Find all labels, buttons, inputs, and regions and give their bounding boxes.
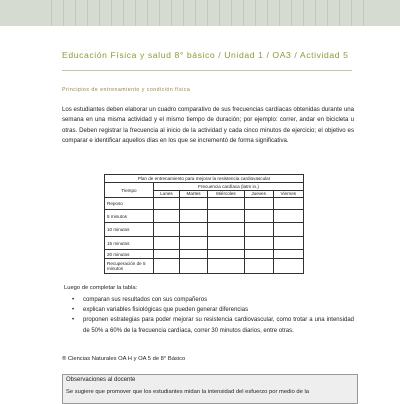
training-plan-table bbox=[104, 174, 304, 274]
table-cell bbox=[154, 222, 180, 237]
table-cell bbox=[208, 259, 245, 274]
table-cell bbox=[244, 249, 273, 258]
table-cell bbox=[273, 222, 303, 237]
table-cell bbox=[244, 259, 273, 274]
table-cell bbox=[154, 249, 180, 258]
row-label: Reposo bbox=[105, 197, 154, 210]
table-cell bbox=[244, 210, 273, 223]
table-cell bbox=[208, 210, 245, 223]
table-cell bbox=[208, 197, 245, 210]
row-label: Recuperación de 5 minutos bbox=[105, 259, 154, 274]
list-item: • explican variables fisiológicas que pueden generar diferencias bbox=[72, 305, 354, 315]
heart-rate-header: Frecuencia cardíaca (latm in.) bbox=[154, 183, 304, 190]
observations-title: Observaciones al docente bbox=[66, 377, 136, 383]
day-tuesday: Martes bbox=[179, 190, 207, 197]
table-row bbox=[105, 259, 304, 274]
table-row bbox=[105, 249, 304, 258]
day-thursday: Jueves bbox=[244, 190, 273, 197]
table-cell bbox=[154, 197, 180, 210]
table-cell bbox=[179, 222, 207, 237]
table-cell bbox=[208, 237, 245, 250]
table-row bbox=[105, 210, 304, 223]
table-cell bbox=[273, 197, 303, 210]
table-cell bbox=[179, 210, 207, 223]
table-cell bbox=[179, 259, 207, 274]
table-cell bbox=[154, 237, 180, 250]
table-row bbox=[105, 222, 304, 237]
top-bar-pattern bbox=[40, 0, 370, 26]
top-bar bbox=[0, 0, 400, 26]
table-row bbox=[105, 197, 304, 210]
table-cell bbox=[179, 197, 207, 210]
table-cell bbox=[244, 197, 273, 210]
day-monday: Lunes bbox=[154, 190, 180, 197]
table-cell bbox=[273, 237, 303, 250]
table-cell bbox=[179, 237, 207, 250]
activity-bullet-list bbox=[72, 295, 354, 336]
row-label: 5 minutos bbox=[105, 210, 154, 223]
table-cell bbox=[179, 249, 207, 258]
header-rule bbox=[62, 70, 352, 71]
table-cell bbox=[208, 222, 245, 237]
table-row bbox=[105, 237, 304, 250]
table-cell bbox=[154, 259, 180, 274]
time-header: Tiempo bbox=[105, 183, 154, 198]
row-label: 20 minutos bbox=[105, 249, 154, 258]
section-subtitle: Principios de entrenamiento y condición física bbox=[62, 87, 191, 93]
after-table-intro: Luego de completar la tabla: bbox=[64, 285, 138, 291]
list-item: • proponen estrategias para poder mejorar su resistencia cardiovascular, como trotar a una intensidad de 50% a 60% de la frecuencia cardíaca, correr 30 minutos diarios, entre otras. bbox=[72, 315, 354, 335]
table-cell bbox=[244, 237, 273, 250]
day-wednesday: Miércoles bbox=[208, 190, 245, 197]
curriculum-reference: ® Ciencias Naturales OA H y OA 5 de 8° Básico bbox=[62, 356, 186, 362]
table-cell bbox=[273, 210, 303, 223]
table-cell bbox=[244, 222, 273, 237]
row-label: 10 minutos bbox=[105, 222, 154, 237]
day-friday: Viernes bbox=[273, 190, 303, 197]
table-cell bbox=[154, 210, 180, 223]
table-cell bbox=[273, 259, 303, 274]
table-cell bbox=[273, 249, 303, 258]
list-item: • comparan sus resultados con sus compañeros bbox=[72, 295, 354, 305]
intro-paragraph: Los estudiantes deben elaborar un cuadro comparativo de sus frecuencias cardíacas obtenidas durante una semana en una misma actividad y el mismo tiempo de duración; por ejemplo: correr, andar en bicicleta u otras. Deben registrar la frecuencia al inicio de la actividad y cada cinco minutos de ejercicio; el objetivo es comparar e identificar aquellos días en los que se incrementó de forma significativa. bbox=[62, 106, 355, 145]
document-header-title: Educación Física y salud 8° básico / Unidad 1 / OA3 / Actividad 5 bbox=[62, 50, 349, 60]
table-cell bbox=[208, 249, 245, 258]
table-title: Plan de entrenamiento para mejorar la resistencia cardiovascular bbox=[105, 175, 304, 183]
observations-text: Se sugiere que promover que los estudiantes midan la intensidad del esfuerzo por medio de la bbox=[66, 389, 309, 395]
row-label: 15 minutos bbox=[105, 237, 154, 250]
